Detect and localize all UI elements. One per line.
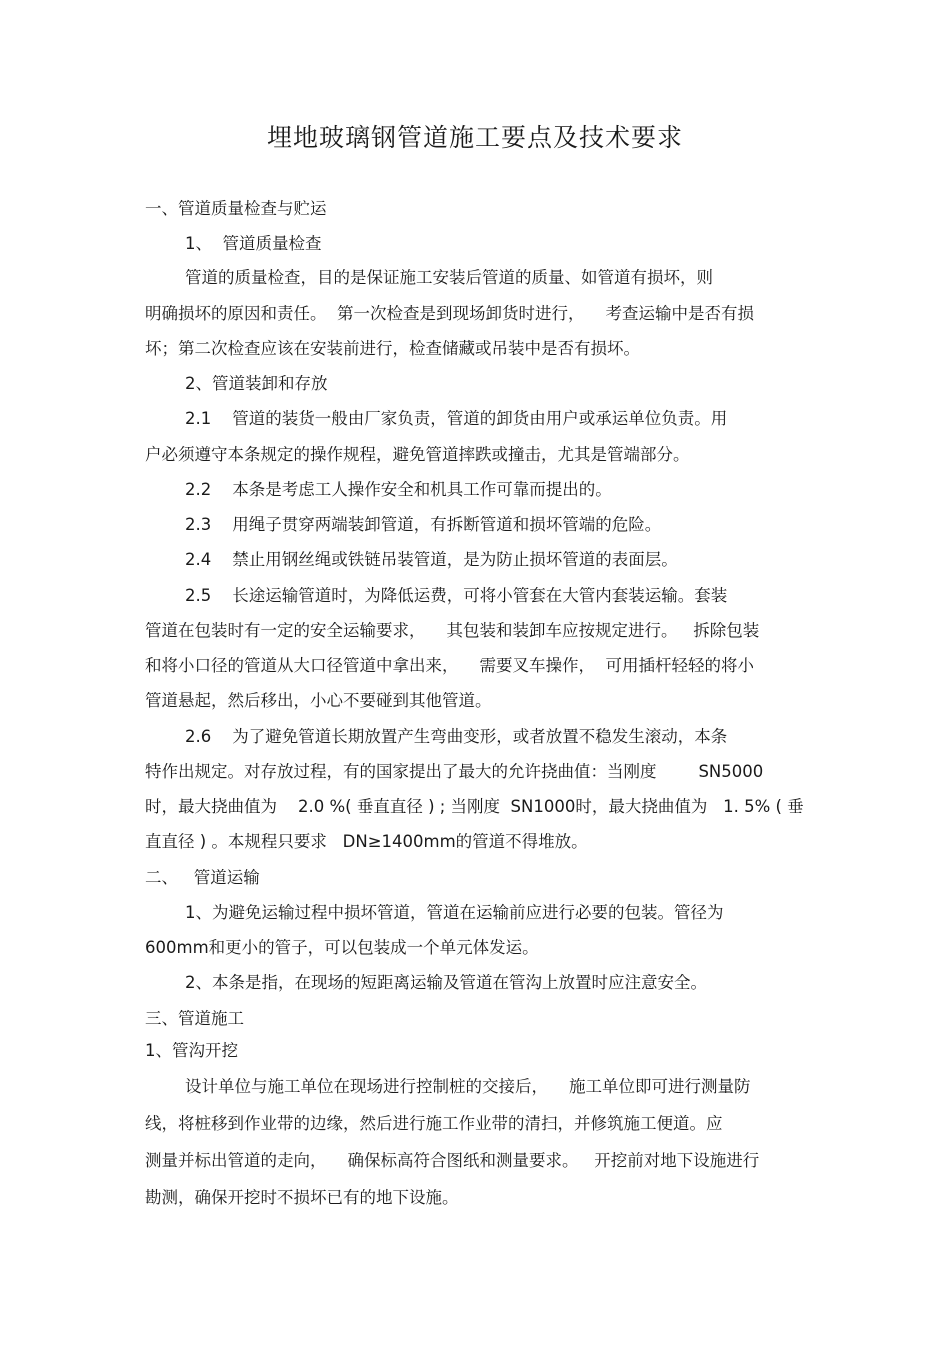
paragraph-line: 2.4 禁止用钢丝绳或铁链吊装管道，是为防止损坏管道的表面层。 [185,550,678,569]
document-title: 埋地玻璃钢管道施工要点及技术要求 [266,123,683,152]
paragraph-line: 1、为避免运输过程中损坏管道，管道在运输前应进行必要的包装。管径为 [185,903,724,922]
paragraph-line: 2.3 用绳子贯穿两端装卸管道，有拆断管道和损坏管端的危险。 [185,515,662,534]
paragraph-line: 时，最大挠曲值为 2.0 %( 垂直直径 ) ; 当刚度 SN1000时，最大挠曲值为 1. 5% ( 垂 [145,797,804,816]
paragraph-line: 和将小口径的管道从大口径管道中拿出来， 需要叉车操作， 可用插杆轻轻的将小 [145,656,754,675]
subsection-heading: 2、管道装卸和存放 [185,374,328,393]
paragraph-line: 管道的质量检查，目的是保证施工安装后管道的质量、如管道有损坏，则 [185,268,713,287]
paragraph-line: 特作出规定。对存放过程，有的国家提出了最大的允许挠曲值：当刚度 SN5000 [145,762,764,781]
paragraph-line: 测量并标出管道的走向， 确保标高符合图纸和测量要求。 开挖前对地下设施进行 [145,1151,760,1170]
paragraph-line: 2、本条是指，在现场的短距离运输及管道在管沟上放置时应注意安全。 [185,973,707,992]
section-heading-2: 二、 管道运输 [145,868,260,887]
paragraph-line: 2.1 管道的装货一般由厂家负责，管道的卸货由用户或承运单位负责。用 [185,409,728,428]
paragraph-line: 2.6 为了避免管道长期放置产生弯曲变形，或者放置不稳发生滚动，本条 [185,727,728,746]
paragraph-line: 管道在包装时有一定的安全运输要求， 其包装和装卸车应按规定进行。 拆除包装 [145,621,760,640]
paragraph-line: 明确损坏的原因和责任。 第一次检查是到现场卸货时进行， 考查运输中是否有损 [145,304,754,323]
paragraph-line: 线，将桩移到作业带的边缘，然后进行施工作业带的清扫，并修筑施工便道。应 [145,1114,723,1133]
paragraph-line: 勘测，确保开挖时不损坏已有的地下设施。 [145,1188,459,1207]
paragraph-line: 坏；第二次检查应该在安装前进行，检查储藏或吊装中是否有损坏。 [145,339,640,358]
paragraph-line: 管道悬起，然后移出，小心不要碰到其他管道。 [145,691,492,710]
paragraph-line: 设计单位与施工单位在现场进行控制桩的交接后， 施工单位即可进行测量防 [185,1077,751,1096]
paragraph-line: 2.5 长途运输管道时，为降低运费，可将小管套在大管内套装运输。套装 [185,586,728,605]
paragraph-line: 户必须遵守本条规定的操作规程，避免管道摔跌或撞击，尤其是管端部分。 [145,445,690,464]
section-heading-1: 一、管道质量检查与贮运 [145,199,327,218]
paragraph-line: 直直径 ) 。本规程只要求 DN≥1400mm的管道不得堆放。 [145,832,588,851]
section-heading-3: 三、管道施工 [145,1009,244,1028]
paragraph-line: 2.2 本条是考虑工人操作安全和机具工作可靠而提出的。 [185,480,612,499]
paragraph-line: 600mm和更小的管子，可以包装成一个单元体发运。 [145,938,539,957]
subsection-heading: 1、 管道质量检查 [185,234,322,253]
subsection-heading: 1、管沟开挖 [145,1041,238,1060]
